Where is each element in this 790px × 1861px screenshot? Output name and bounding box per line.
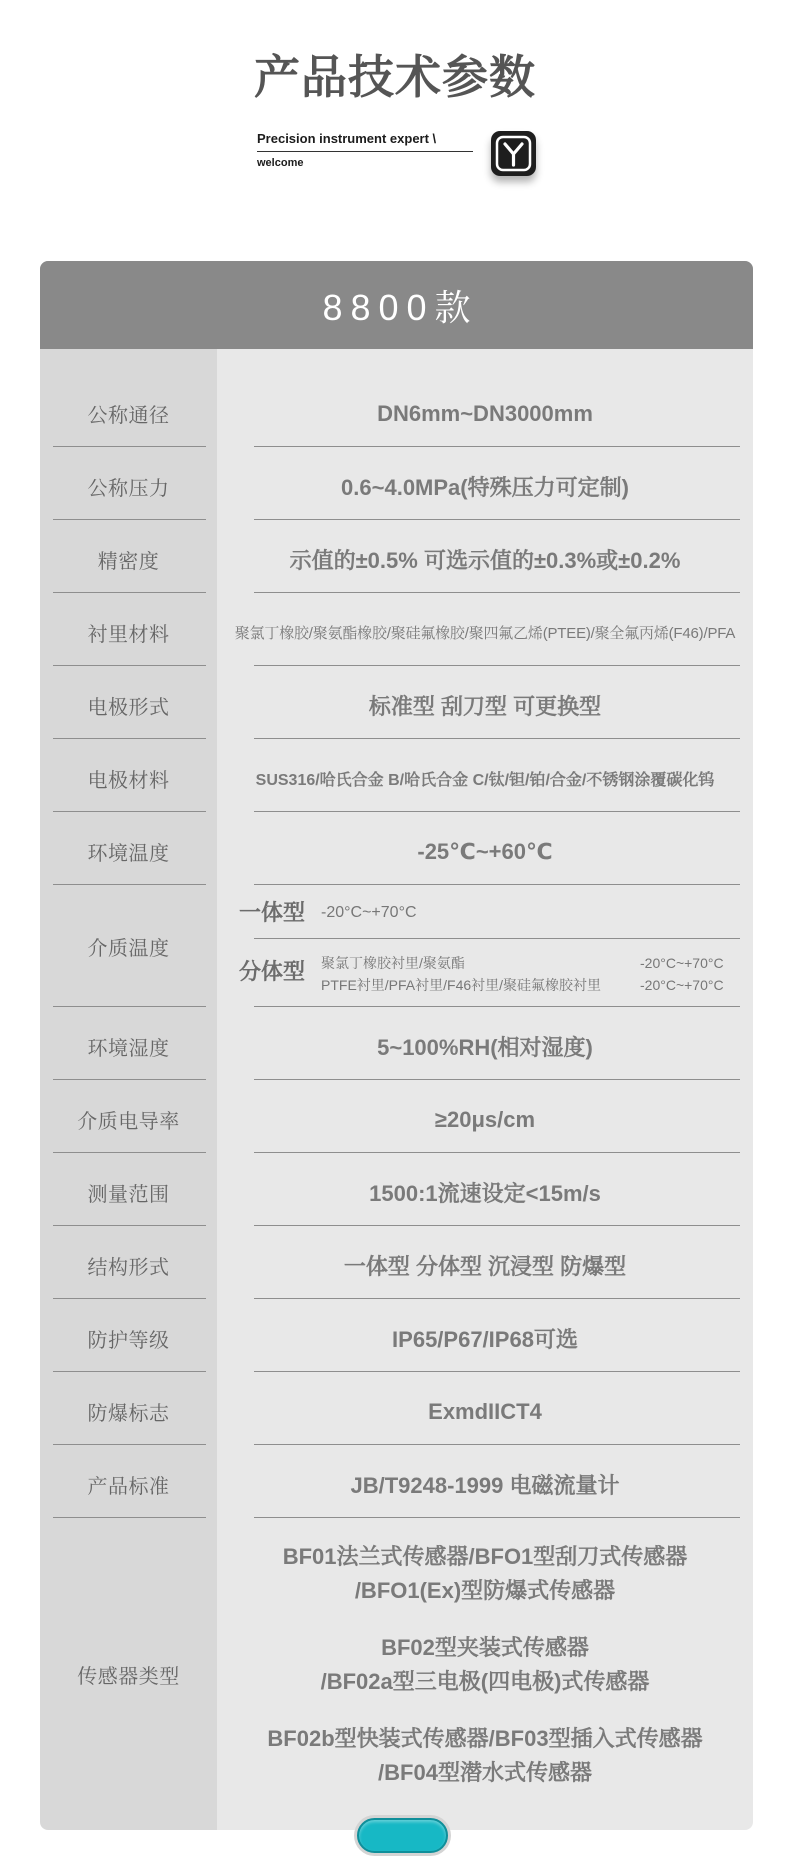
spec-label: 结构形式 (40, 1226, 217, 1299)
spec-label: 介质电导率 (40, 1080, 217, 1153)
y-logo-graphic (491, 131, 536, 176)
spec-value: 示值的±0.5% 可选示值的±0.3%或±0.2% (289, 548, 681, 573)
spec-label: 防爆标志 (40, 1372, 217, 1445)
spec-value-cell (217, 1226, 753, 1299)
spec-value-cell (217, 812, 753, 885)
spec-value: IP65/P67/IP68可选 (392, 1327, 578, 1352)
split-type-label: 分体型 (239, 959, 306, 984)
row-accuracy (40, 520, 753, 593)
spec-value: -25℃~+60℃ (417, 838, 553, 864)
split-lining-2: PTFE衬里/PFA衬里/F46衬里/聚硅氟橡胶衬里 (321, 977, 602, 993)
split-range-1: -20°C~+70°C (640, 955, 724, 971)
spec-label: 防护等级 (40, 1299, 217, 1372)
integrated-temperature-range: -20°C~+70°C (321, 904, 417, 921)
row-protection-class (40, 1299, 753, 1372)
spec-value: 标准型 刮刀型 可更换型 (368, 694, 602, 719)
spec-value-cell (217, 1007, 753, 1080)
row-electrode-material (40, 739, 753, 812)
spec-value-cell (217, 520, 753, 593)
split-range-2: -20°C~+70°C (640, 977, 724, 993)
model-header (40, 261, 753, 349)
spec-value: 聚氯丁橡胶/聚氨酯橡胶/聚硅氟橡胶/聚四氟乙烯(PTEE)/聚全氟丙烯(F46)/PFA (234, 625, 736, 642)
sensor-group (321, 1631, 650, 1699)
spec-label: 电极形式 (40, 666, 217, 739)
sensor-group-line: /BFO1(Ex)型防爆式传感器 (354, 1578, 616, 1603)
spec-value-cell (217, 1080, 753, 1153)
spec-label: 介质温度 (40, 885, 217, 1007)
spec-table (40, 349, 753, 1830)
spec-value: DN6mm~DN3000mm (377, 400, 593, 426)
decorative-pill (357, 1818, 448, 1853)
spec-value-cell (217, 374, 753, 447)
spec-value-cell (217, 1445, 753, 1518)
spec-label: 电极材料 (40, 739, 217, 812)
spec-label: 环境温度 (40, 812, 217, 885)
sensor-group-line: BF01法兰式传感器/BFO1型刮刀式传感器 (282, 1544, 688, 1569)
brand-tagline (257, 130, 473, 170)
spec-label: 公称通径 (40, 374, 217, 447)
spec-label: 公称压力 (40, 447, 217, 520)
sensor-group-line: BF02b型快装式传感器/BF03型插入式传感器 (267, 1726, 703, 1751)
spec-value-cell (217, 1372, 753, 1445)
sensor-type-cell (217, 1518, 753, 1830)
medium-temperature-divider (254, 938, 740, 939)
spec-label: 精密度 (40, 520, 217, 593)
spec-label: 环境湿度 (40, 1007, 217, 1080)
split-lining-1: 聚氯丁橡胶衬里/聚氨酯 (321, 955, 465, 971)
spec-value: 1500:1流速设定<15m/s (369, 1181, 601, 1206)
integrated-type-label: 一体型 (239, 900, 306, 925)
spec-label: 测量范围 (40, 1153, 217, 1226)
spec-value-cell (217, 666, 753, 739)
spec-value-cell (217, 739, 753, 812)
spec-value: 5~100%RH(相对湿度) (377, 1035, 593, 1060)
tagline-text: Precision instrument expert \ (257, 131, 437, 146)
spec-value: 0.6~4.0MPa(特殊压力可定制) (341, 475, 629, 500)
spec-value-cell (217, 1153, 753, 1226)
spec-value-cell (217, 447, 753, 520)
sensor-group-line: BF02型夹装式传感器 (381, 1635, 589, 1660)
row-structure-form (40, 1226, 753, 1299)
row-ambient-temperature (40, 812, 753, 885)
sensor-group-line: /BF04型潜水式传感器 (378, 1760, 592, 1785)
spec-value: 一体型 分体型 沉浸型 防爆型 (343, 1254, 627, 1279)
spec-value: ExmdIICT4 (428, 1398, 542, 1424)
medium-temperature-cell (217, 885, 753, 1007)
sensor-group (267, 1722, 702, 1790)
model-name: 8800款 (322, 286, 479, 328)
page-title: 产品技术参数 (254, 51, 536, 103)
row-product-standard (40, 1445, 753, 1518)
row-explosion-proof-mark (40, 1372, 753, 1445)
spec-label: 传感器类型 (77, 1665, 180, 1688)
spec-label: 产品标准 (40, 1445, 217, 1518)
spec-value: ≥20μs/cm (434, 1106, 536, 1132)
row-nominal-diameter (40, 374, 753, 447)
row-ambient-humidity (40, 1007, 753, 1080)
welcome-text: welcome (257, 157, 304, 169)
spec-value-cell (217, 1299, 753, 1372)
row-electrode-form (40, 666, 753, 739)
row-lining-material (40, 593, 753, 666)
spec-value-cell (217, 593, 753, 666)
sensor-group (283, 1540, 688, 1608)
row-medium-temperature (40, 885, 753, 1007)
spec-label: 衬里材料 (40, 593, 217, 666)
spec-value: SUS316/哈氏合金 B/哈氏合金 C/钛/钽/铂/合金/不锈钢涂覆碳化钨 (255, 772, 715, 789)
row-measuring-range (40, 1153, 753, 1226)
tagline-divider (257, 151, 473, 152)
row-sensor-type (40, 1518, 753, 1830)
spec-value: JB/T9248-1999 电磁流量计 (350, 1473, 620, 1498)
row-medium-conductivity (40, 1080, 753, 1153)
sensor-group-line: /BF02a型三电极(四电极)式传感器 (320, 1669, 650, 1694)
y-logo-icon (491, 131, 536, 176)
spec-card (40, 261, 753, 1830)
row-nominal-pressure (40, 447, 753, 520)
